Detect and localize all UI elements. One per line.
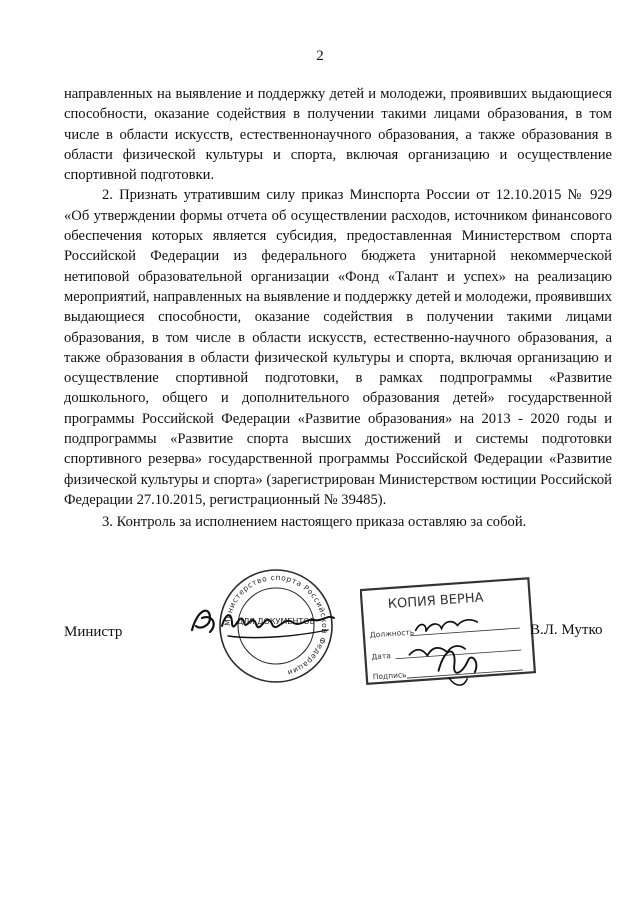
stamp-field-date: Дата	[371, 651, 392, 662]
stamp-field-signature: Подпись	[372, 670, 407, 682]
seal-inner-text: ДЛЯ ДОКУМЕНТОВ	[236, 617, 316, 626]
certified-copy-stamp	[360, 574, 538, 696]
stamp-field-position: Должность	[369, 627, 415, 640]
paragraph-1-continuation: направленных на выявление и поддержку детей и молодежи, проявивших выдающиеся способности, оказание содействия в получении такими лицами образования, в том числе в области искусств, естественнонаучного образования, а также образования в области физической культуры и спорта, включая организацию и осуществление спортивной подготовки.	[64, 86, 612, 184]
seal-outer-text: Министерство спорта Российской Федерации	[222, 572, 330, 678]
stamp-title: КОПИЯ ВЕРНА	[387, 590, 484, 613]
signer-name: В.Л. Мутко	[530, 622, 603, 638]
page-number: 2	[316, 48, 324, 64]
paragraph-3-control: 3. Контроль за исполнением настоящего приказа оставляю за собой.	[102, 514, 527, 531]
minister-signature	[188, 596, 338, 646]
paragraph-2-repeal-order: 2. Признать утратившим силу приказ Минспорта России от 12.10.2015 № 929 «Об утверждении формы отчета об осуществлении расходов, источником финансового обеспечения которых является субсидия, предоставленная Министерством спорта Российской Федерации из федерального бюджета унитарной некоммерческой нетиповой образовательной организации «Фонд «Талант и успех» на реализацию мероприятий, направленных на выявление и поддержку детей и молодежи, проявивших выдающиеся способности, оказание содействия в получении такими лицами образования, в том числе в области искусств, естественно-научного образования, а также образования в области физической культуры и спорта, включая организацию и осуществление спортивной подготовки, в рамках подпрограммы «Развитие дошкольного, общего и дополнительного образования детей» государственной программы Российской Федерации «Развитие образования» на 2013 - 2020 годы и подпрограммы «Развитие спорта высших достижений и системы подготовки спортивного резерва» государственной программы Российской Федерации «Развитие физической культуры и спорта» (зарегистрирован Министерством юстиции Российской Федерации 27.10.2015, регистрационный № 39485).	[64, 187, 613, 508]
signer-position: Министр	[64, 624, 123, 640]
signature-block	[0, 560, 640, 720]
document-body	[64, 84, 612, 533]
